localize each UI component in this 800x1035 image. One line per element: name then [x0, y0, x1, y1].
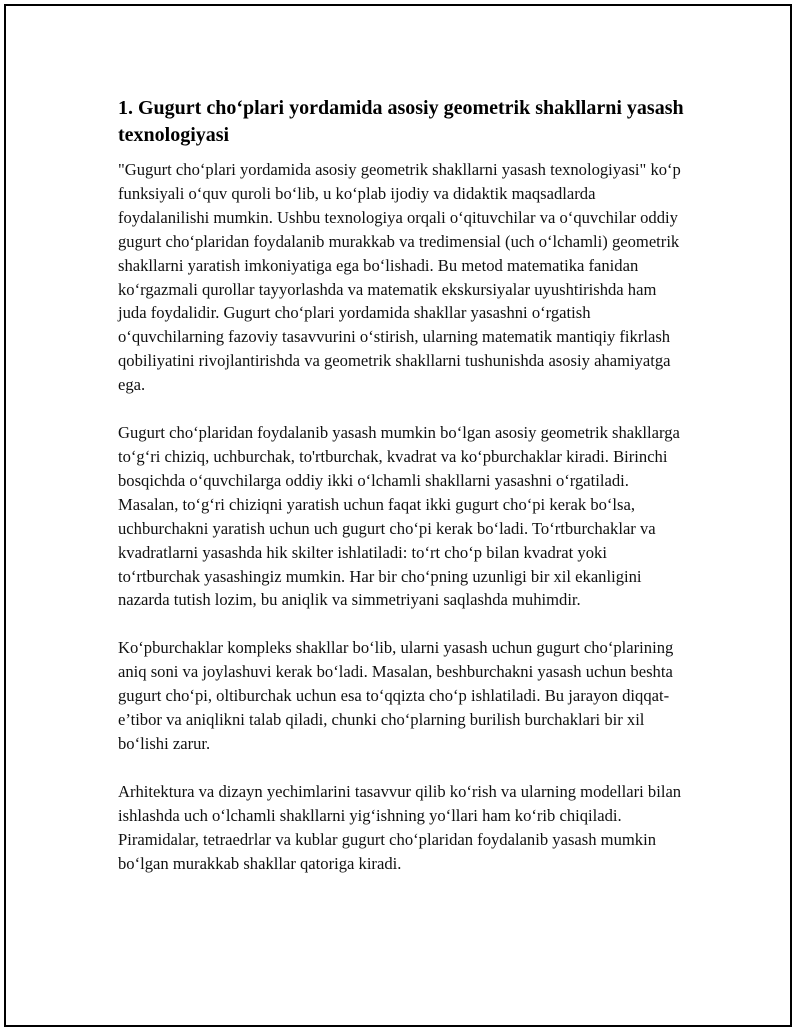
paragraph-3: Ko‘pburchaklar kompleks shakllar bo‘lib, ularni yasash uchun gugurt cho‘plarining aniq soni va joylashuvi kerak bo‘ladi. Masalan, beshburchakni yasash uchun beshta gugurt cho‘pi, oltiburchak uchun esa to‘qqizta cho‘p ishlatiladi. Bu jarayon diqqat-e’tibor va aniqlikni talab qiladi, chunki cho‘plarning burilish burchaklari bir xil bo‘lishi zarur.	[118, 638, 674, 753]
document-body	[118, 95, 688, 899]
paragraph-4: Arhitektura va dizayn yechimlarini tasavvur qilib ko‘rish va ularning modellari bilan ishlashda uch o‘lchamli shakllarni yig‘ishning yo‘llari ham ko‘rib chiqiladi. Piramidalar, tetraedrlar va kublar gugurt cho‘plaridan foydalanib yasash mumkin bo‘lgan murakkab shakllar qatoriga kiradi.	[118, 781, 682, 873]
paragraph-1: "Gugurt cho‘plari yordamida asosiy geometrik shakllarni yasash texnologiyasi" ko‘p funksiyali o‘quv quroli bo‘lib, u ko‘plab ijodiy va didaktik maqsadlarda foydalanilishi mumkin. Ushbu texnologiya orqali o‘qituvchilar va o‘quvchilar oddiy gugurt cho‘plaridan foydalanib murakkab va tredimensial (uch o‘lchamli) geometrik shakllarni yaratish imkoniyatiga ega bo‘lishadi. Bu metod matematika fanidan ko‘rgazmali qurollar tayyorlashda va matematik ekskursiyalar uyushtirishda ham juda foydalidir. Gugurt cho‘plari yordamida shakllar yasashni o‘rgatish o‘quvchilarning fazoviy tasavvurini o‘stirish, ularning matematik mantiqiy fikrlash qobiliyatini rivojlantirishda va geometrik shakllarni tushunishda asosiy ahamiyatga ega.	[118, 160, 681, 395]
section-heading: 1. Gugurt cho‘plari yordamida asosiy geometrik shakllarni yasash texnologiyasi	[118, 97, 684, 146]
paragraph-2: Gugurt cho‘plaridan foydalanib yasash mumkin bo‘lgan asosiy geometrik shakllarga to‘g‘ri chiziq, uchburchak, to'rtburchak, kvadrat va ko‘pburchaklar kiradi. Birinchi bosqichda o‘quvchilarga oddiy ikki o‘lchamli shakllarni yasashni o‘rgatiladi. Masalan, to‘g‘ri chiziqni yaratish uchun faqat ikki gugurt cho‘pi kerak bo‘lsa, uchburchakni yaratish uchun uch gugurt cho‘pi kerak bo‘ladi. To‘rtburchaklar va kvadratlarni yasashda hik skilter ishlatiladi: to‘rt cho‘p bilan kvadrat yoki to‘rtburchak yasashingiz mumkin. Har bir cho‘pning uzunligi bir xil ekanligini nazarda tutish lozim, bu aniqlik va simmetriyani saqlashda muhimdir.	[118, 423, 680, 610]
